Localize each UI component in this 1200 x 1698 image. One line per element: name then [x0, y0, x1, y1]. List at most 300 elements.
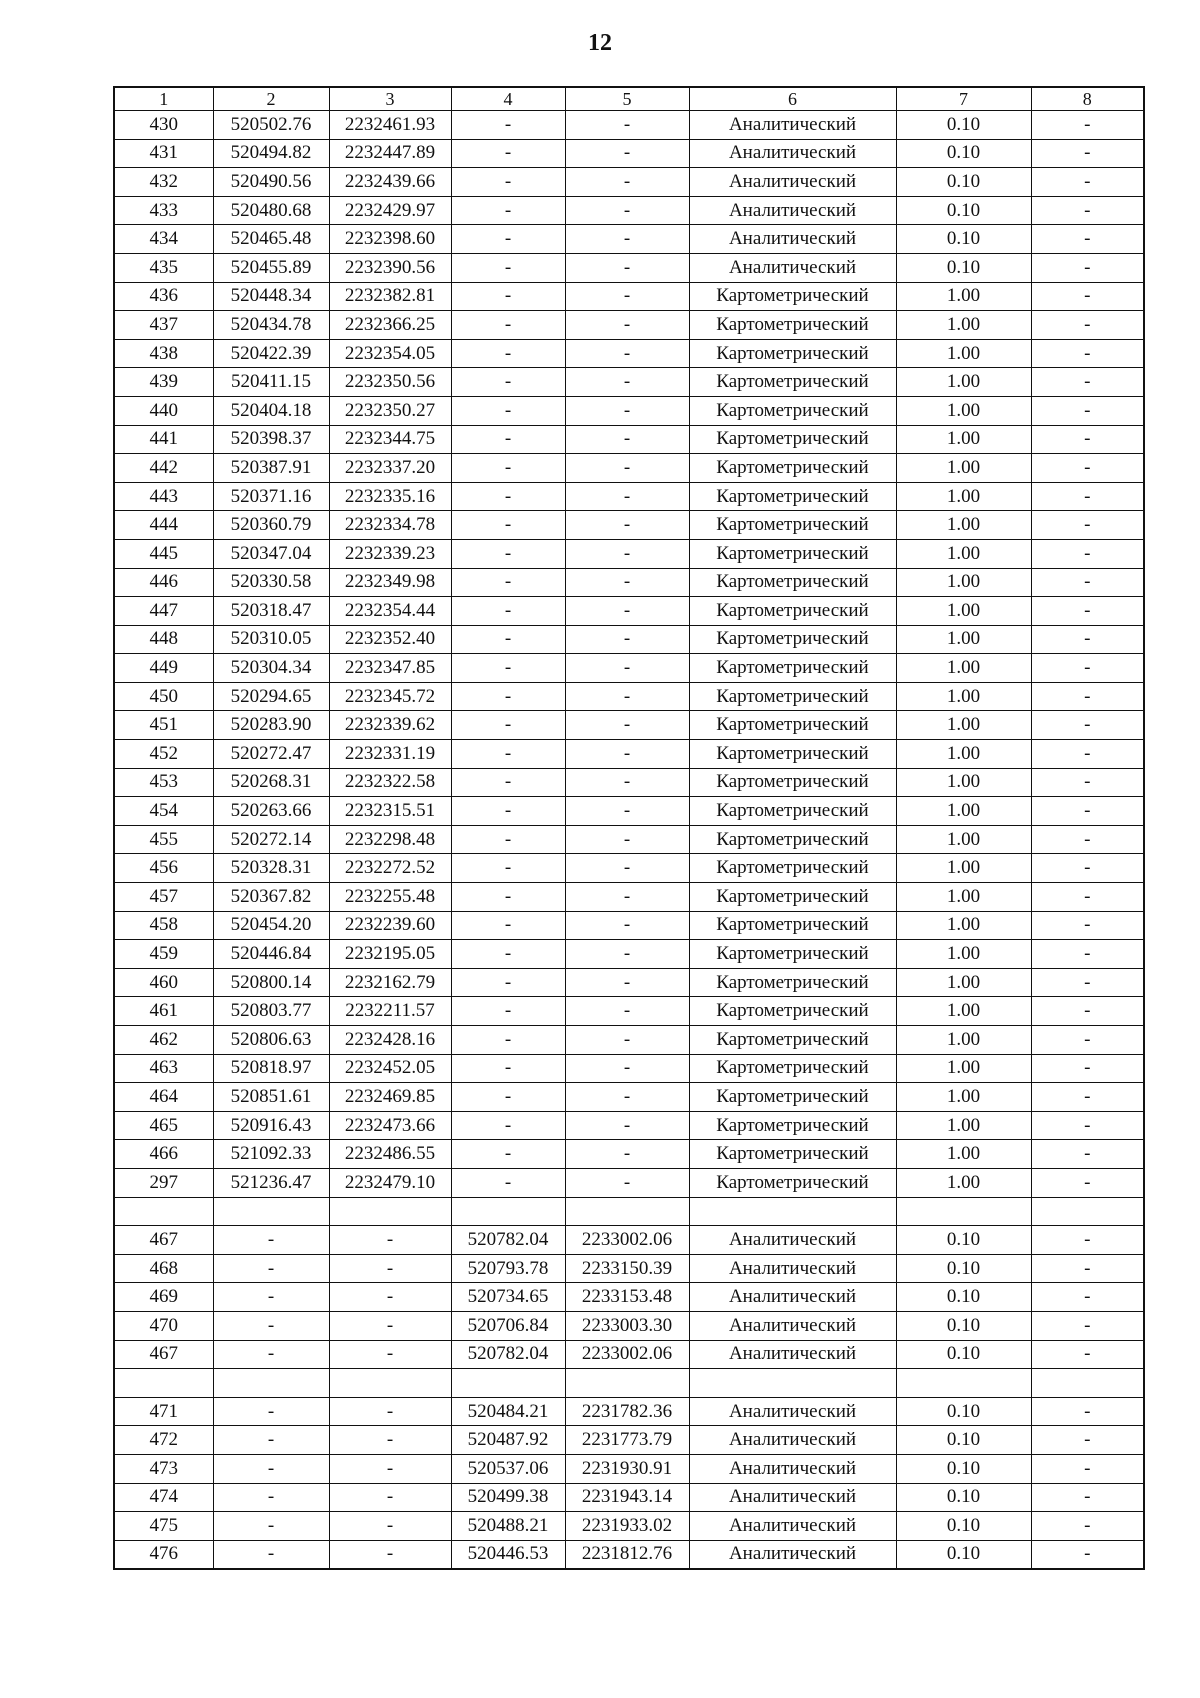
- table-row: [114, 139, 1144, 168]
- table-cell: Картометрический: [689, 968, 896, 997]
- table-cell: 2232349.98: [329, 568, 451, 597]
- table-cell: 520360.79: [213, 511, 329, 540]
- table-cell: -: [565, 511, 689, 540]
- table-cell: Картометрический: [689, 311, 896, 340]
- table-cell: 2233153.48: [565, 1283, 689, 1312]
- table-row: [114, 1426, 1144, 1455]
- table-cell: 2232211.57: [329, 997, 451, 1026]
- table-cell: 520782.04: [451, 1226, 565, 1255]
- table-cell: 2232239.60: [329, 911, 451, 940]
- table-cell: -: [213, 1226, 329, 1255]
- table-cell: -: [451, 139, 565, 168]
- table-cell: -: [329, 1340, 451, 1369]
- table-cell: -: [451, 968, 565, 997]
- table-cell: 433: [114, 196, 213, 225]
- table-cell: 520488.21: [451, 1512, 565, 1541]
- table-cell: 2232298.48: [329, 825, 451, 854]
- table-cell: Картометрический: [689, 740, 896, 769]
- table-cell: 2231773.79: [565, 1426, 689, 1455]
- table-cell: 520465.48: [213, 225, 329, 254]
- table-row: [114, 282, 1144, 311]
- table-cell: 2232272.52: [329, 854, 451, 883]
- table-cell: -: [565, 625, 689, 654]
- table-body: [114, 87, 1144, 1569]
- table-cell: 520851.61: [213, 1083, 329, 1112]
- table-cell: -: [213, 1311, 329, 1340]
- table-cell: -: [1031, 1397, 1144, 1426]
- table-cell: -: [1031, 339, 1144, 368]
- table-row: [114, 625, 1144, 654]
- table-cell: 2232452.05: [329, 1054, 451, 1083]
- table-cell: -: [329, 1283, 451, 1312]
- table-cell: 2232429.97: [329, 196, 451, 225]
- table-cell: 437: [114, 311, 213, 340]
- table-cell: 2231933.02: [565, 1512, 689, 1541]
- table-cell: 1.00: [896, 396, 1031, 425]
- table-cell: -: [565, 425, 689, 454]
- table-cell: 1.00: [896, 1111, 1031, 1140]
- table-cell: [114, 1197, 213, 1226]
- table-row: [114, 368, 1144, 397]
- table-cell: -: [213, 1340, 329, 1369]
- table-cell: 467: [114, 1226, 213, 1255]
- table-cell: Картометрический: [689, 625, 896, 654]
- table-cell: 520387.91: [213, 454, 329, 483]
- table-row: [114, 225, 1144, 254]
- table-cell: Аналитический: [689, 225, 896, 254]
- table-cell: 2232473.66: [329, 1111, 451, 1140]
- table-cell: 461: [114, 997, 213, 1026]
- table-row: [114, 1083, 1144, 1112]
- table-cell: -: [1031, 1340, 1144, 1369]
- table-cell: -: [451, 797, 565, 826]
- table-row: [114, 196, 1144, 225]
- table-cell: -: [1031, 1311, 1144, 1340]
- table-cell: 2233003.30: [565, 1311, 689, 1340]
- table-cell: 1.00: [896, 1140, 1031, 1169]
- table-cell: Аналитический: [689, 168, 896, 197]
- table-cell: 520537.06: [451, 1454, 565, 1483]
- table-cell: -: [565, 654, 689, 683]
- table-cell: 520502.76: [213, 111, 329, 140]
- table-cell: 463: [114, 1054, 213, 1083]
- table-cell: 0.10: [896, 1283, 1031, 1312]
- table-cell: -: [565, 1168, 689, 1197]
- table-cell: 520800.14: [213, 968, 329, 997]
- table-cell: -: [565, 711, 689, 740]
- table-cell: 2233002.06: [565, 1226, 689, 1255]
- table-cell: -: [565, 940, 689, 969]
- table-cell: 457: [114, 883, 213, 912]
- table-cell: 2232382.81: [329, 282, 451, 311]
- table-cell: -: [329, 1540, 451, 1569]
- table-cell: -: [451, 282, 565, 311]
- table-cell: -: [1031, 883, 1144, 912]
- table-cell: 520487.92: [451, 1426, 565, 1455]
- table-cell: -: [213, 1483, 329, 1512]
- table-cell: 0.10: [896, 1426, 1031, 1455]
- table-cell: -: [565, 282, 689, 311]
- table-cell: Аналитический: [689, 1540, 896, 1569]
- table-cell: 2232345.72: [329, 682, 451, 711]
- table-cell: 1.00: [896, 1168, 1031, 1197]
- table-cell: -: [1031, 282, 1144, 311]
- table-cell: -: [1031, 1426, 1144, 1455]
- table-cell: -: [1031, 597, 1144, 626]
- table-cell: Картометрический: [689, 682, 896, 711]
- table-cell: 521236.47: [213, 1168, 329, 1197]
- table-cell: -: [451, 311, 565, 340]
- table-cell: -: [565, 311, 689, 340]
- table-cell: 2232366.25: [329, 311, 451, 340]
- table-cell: 520294.65: [213, 682, 329, 711]
- table-cell: 520304.34: [213, 654, 329, 683]
- table-cell: [213, 1197, 329, 1226]
- table-cell: -: [1031, 1283, 1144, 1312]
- table-row: [114, 253, 1144, 282]
- table-cell: 520499.38: [451, 1483, 565, 1512]
- table-cell: 475: [114, 1512, 213, 1541]
- table-cell: -: [565, 225, 689, 254]
- table-cell: 474: [114, 1483, 213, 1512]
- table-cell: -: [213, 1254, 329, 1283]
- table-cell: -: [1031, 711, 1144, 740]
- table-row: [114, 711, 1144, 740]
- table-cell: 520404.18: [213, 396, 329, 425]
- table-cell: 520793.78: [451, 1254, 565, 1283]
- table-cell: 1.00: [896, 997, 1031, 1026]
- table-cell: 443: [114, 482, 213, 511]
- table-cell: 520422.39: [213, 339, 329, 368]
- table-cell: -: [451, 682, 565, 711]
- table-cell: -: [1031, 654, 1144, 683]
- table-cell: 520272.47: [213, 740, 329, 769]
- table-row: [114, 1254, 1144, 1283]
- table-row: [114, 1054, 1144, 1083]
- table-cell: 520803.77: [213, 997, 329, 1026]
- table-cell: 1.00: [896, 339, 1031, 368]
- table-cell: 1.00: [896, 911, 1031, 940]
- table-cell: 0.10: [896, 1340, 1031, 1369]
- table-cell: 0.10: [896, 225, 1031, 254]
- table-cell: 442: [114, 454, 213, 483]
- table-cell: Картометрический: [689, 940, 896, 969]
- table-cell: 473: [114, 1454, 213, 1483]
- table-cell: -: [1031, 396, 1144, 425]
- table-cell: 520454.20: [213, 911, 329, 940]
- table-cell: 2232344.75: [329, 425, 451, 454]
- table-cell: 468: [114, 1254, 213, 1283]
- column-header: 8: [1031, 87, 1144, 111]
- table-cell: 1.00: [896, 568, 1031, 597]
- table-cell: 436: [114, 282, 213, 311]
- table-row: [114, 1340, 1144, 1369]
- table-cell: 520734.65: [451, 1283, 565, 1312]
- table-cell: 2231812.76: [565, 1540, 689, 1569]
- table-cell: -: [329, 1311, 451, 1340]
- table-cell: -: [565, 911, 689, 940]
- table-cell: 1.00: [896, 597, 1031, 626]
- table-cell: -: [329, 1512, 451, 1541]
- table-cell: 520367.82: [213, 883, 329, 912]
- table-row: [114, 311, 1144, 340]
- table-cell: -: [451, 625, 565, 654]
- table-cell: -: [565, 1083, 689, 1112]
- table-cell: 1.00: [896, 311, 1031, 340]
- table-cell: -: [329, 1483, 451, 1512]
- table-cell: -: [213, 1540, 329, 1569]
- table-cell: 520330.58: [213, 568, 329, 597]
- table-cell: -: [1031, 454, 1144, 483]
- table-cell: -: [451, 1168, 565, 1197]
- table-cell: -: [1031, 111, 1144, 140]
- table-row: [114, 111, 1144, 140]
- table-row: [114, 768, 1144, 797]
- table-cell: 1.00: [896, 1054, 1031, 1083]
- table-cell: -: [451, 425, 565, 454]
- table-cell: -: [565, 1026, 689, 1055]
- table-cell: Картометрический: [689, 1140, 896, 1169]
- table-cell: -: [451, 940, 565, 969]
- table-cell: 464: [114, 1083, 213, 1112]
- table-cell: 520446.84: [213, 940, 329, 969]
- table-cell: -: [1031, 539, 1144, 568]
- table-cell: 520448.34: [213, 282, 329, 311]
- table-cell: 2232334.78: [329, 511, 451, 540]
- table-row: [114, 1454, 1144, 1483]
- table-row: [114, 1197, 1144, 1226]
- table-cell: Аналитический: [689, 1311, 896, 1340]
- table-cell: 2232461.93: [329, 111, 451, 140]
- table-cell: 520782.04: [451, 1340, 565, 1369]
- table-cell: 466: [114, 1140, 213, 1169]
- table-cell: 1.00: [896, 454, 1031, 483]
- table-cell: [451, 1369, 565, 1398]
- table-row: [114, 1483, 1144, 1512]
- table-cell: -: [565, 568, 689, 597]
- table-cell: 1.00: [896, 368, 1031, 397]
- table-cell: 2232469.85: [329, 1083, 451, 1112]
- table-cell: -: [1031, 940, 1144, 969]
- table-cell: -: [451, 225, 565, 254]
- table-cell: Аналитический: [689, 196, 896, 225]
- table-cell: -: [565, 1054, 689, 1083]
- table-cell: -: [565, 740, 689, 769]
- column-header: 5: [565, 87, 689, 111]
- table-cell: [689, 1197, 896, 1226]
- table-cell: 2232162.79: [329, 968, 451, 997]
- table-cell: 452: [114, 740, 213, 769]
- table-cell: -: [451, 111, 565, 140]
- table-cell: -: [565, 997, 689, 1026]
- table-cell: -: [1031, 1540, 1144, 1569]
- table-cell: Картометрический: [689, 511, 896, 540]
- table-cell: -: [1031, 625, 1144, 654]
- column-header: 6: [689, 87, 896, 111]
- table-cell: 2232350.56: [329, 368, 451, 397]
- table-cell: 470: [114, 1311, 213, 1340]
- table-cell: Аналитический: [689, 1483, 896, 1512]
- table-cell: 520446.53: [451, 1540, 565, 1569]
- table-cell: Картометрический: [689, 396, 896, 425]
- table-cell: 520916.43: [213, 1111, 329, 1140]
- table-cell: 520398.37: [213, 425, 329, 454]
- table-row: [114, 454, 1144, 483]
- table-cell: -: [1031, 825, 1144, 854]
- table-cell: 520480.68: [213, 196, 329, 225]
- table-cell: 520490.56: [213, 168, 329, 197]
- table-cell: 1.00: [896, 282, 1031, 311]
- column-header: 7: [896, 87, 1031, 111]
- table-cell: [896, 1197, 1031, 1226]
- table-row: [114, 511, 1144, 540]
- table-row: [114, 797, 1144, 826]
- table-cell: -: [451, 454, 565, 483]
- table-cell: -: [213, 1426, 329, 1455]
- table-cell: 453: [114, 768, 213, 797]
- table-cell: -: [451, 339, 565, 368]
- table-cell: -: [451, 253, 565, 282]
- table-cell: 520706.84: [451, 1311, 565, 1340]
- table-cell: Картометрический: [689, 1111, 896, 1140]
- table-row: [114, 1168, 1144, 1197]
- table-row: [114, 168, 1144, 197]
- table-row: [114, 1111, 1144, 1140]
- table-row: [114, 1140, 1144, 1169]
- table-cell: -: [565, 253, 689, 282]
- table-cell: 451: [114, 711, 213, 740]
- table-cell: -: [451, 768, 565, 797]
- table-cell: -: [451, 396, 565, 425]
- table-cell: -: [1031, 854, 1144, 883]
- table-cell: 2232335.16: [329, 482, 451, 511]
- table-cell: 2232337.20: [329, 454, 451, 483]
- table-cell: Картометрический: [689, 568, 896, 597]
- table-cell: -: [1031, 253, 1144, 282]
- table-row: [114, 1226, 1144, 1255]
- table-cell: 2232350.27: [329, 396, 451, 425]
- column-header: 1: [114, 87, 213, 111]
- table-row: [114, 997, 1144, 1026]
- table-cell: -: [1031, 1111, 1144, 1140]
- table-row: [114, 568, 1144, 597]
- table-cell: Картометрический: [689, 654, 896, 683]
- table-cell: 2232447.89: [329, 139, 451, 168]
- table-cell: -: [451, 511, 565, 540]
- table-cell: -: [451, 1140, 565, 1169]
- table-cell: 0.10: [896, 1397, 1031, 1426]
- table-row: [114, 854, 1144, 883]
- table-cell: 1.00: [896, 511, 1031, 540]
- table-cell: 1.00: [896, 682, 1031, 711]
- table-cell: Аналитический: [689, 1283, 896, 1312]
- table-cell: 2232479.10: [329, 1168, 451, 1197]
- table-cell: 1.00: [896, 539, 1031, 568]
- table-cell: -: [451, 1111, 565, 1140]
- table-cell: -: [451, 1083, 565, 1112]
- column-header: 2: [213, 87, 329, 111]
- table-row: [114, 1311, 1144, 1340]
- table-cell: Картометрический: [689, 339, 896, 368]
- table-cell: 2232354.44: [329, 597, 451, 626]
- table-cell: 1.00: [896, 654, 1031, 683]
- table-cell: 0.10: [896, 1483, 1031, 1512]
- table-row: [114, 940, 1144, 969]
- table-cell: -: [565, 825, 689, 854]
- table-cell: 2232486.55: [329, 1140, 451, 1169]
- table-cell: [565, 1369, 689, 1398]
- table-cell: Аналитический: [689, 139, 896, 168]
- table-cell: -: [1031, 1140, 1144, 1169]
- table-cell: -: [451, 196, 565, 225]
- table-cell: -: [1031, 768, 1144, 797]
- table-cell: -: [565, 1140, 689, 1169]
- table-cell: -: [451, 597, 565, 626]
- table-cell: Картометрический: [689, 539, 896, 568]
- table-cell: 1.00: [896, 883, 1031, 912]
- table-cell: -: [1031, 425, 1144, 454]
- table-cell: 430: [114, 111, 213, 140]
- table-cell: Картометрический: [689, 768, 896, 797]
- table-cell: -: [565, 883, 689, 912]
- table-cell: 439: [114, 368, 213, 397]
- table-cell: 441: [114, 425, 213, 454]
- table-cell: Картометрический: [689, 597, 896, 626]
- table-row: [114, 1283, 1144, 1312]
- table-cell: 444: [114, 511, 213, 540]
- table-row: [114, 396, 1144, 425]
- table-cell: -: [1031, 1454, 1144, 1483]
- table-row: [114, 1369, 1144, 1398]
- table-cell: 2232439.66: [329, 168, 451, 197]
- table-cell: Аналитический: [689, 1454, 896, 1483]
- table-cell: 2232339.62: [329, 711, 451, 740]
- table-cell: 471: [114, 1397, 213, 1426]
- table-cell: 2233002.06: [565, 1340, 689, 1369]
- table-cell: 2232354.05: [329, 339, 451, 368]
- table-cell: -: [565, 1111, 689, 1140]
- table-cell: -: [1031, 511, 1144, 540]
- table-cell: 520411.15: [213, 368, 329, 397]
- coordinates-table: [113, 86, 1145, 1570]
- table-cell: Аналитический: [689, 111, 896, 140]
- table-cell: Картометрический: [689, 825, 896, 854]
- table-cell: -: [451, 168, 565, 197]
- table-cell: 520328.31: [213, 854, 329, 883]
- table-cell: 459: [114, 940, 213, 969]
- table-cell: -: [1031, 196, 1144, 225]
- table-cell: -: [1031, 682, 1144, 711]
- table-cell: 2232195.05: [329, 940, 451, 969]
- table-cell: 446: [114, 568, 213, 597]
- table-cell: 520371.16: [213, 482, 329, 511]
- table-cell: [1031, 1369, 1144, 1398]
- table-cell: -: [1031, 1083, 1144, 1112]
- table-cell: 1.00: [896, 940, 1031, 969]
- table-cell: 454: [114, 797, 213, 826]
- table-cell: -: [565, 454, 689, 483]
- table-cell: 1.00: [896, 825, 1031, 854]
- table-header-row: [114, 87, 1144, 111]
- table-cell: 448: [114, 625, 213, 654]
- table-cell: -: [1031, 968, 1144, 997]
- table-row: [114, 539, 1144, 568]
- table-cell: -: [565, 396, 689, 425]
- table-cell: -: [565, 539, 689, 568]
- table-cell: Картометрический: [689, 368, 896, 397]
- table-cell: -: [565, 196, 689, 225]
- table-cell: -: [1031, 1254, 1144, 1283]
